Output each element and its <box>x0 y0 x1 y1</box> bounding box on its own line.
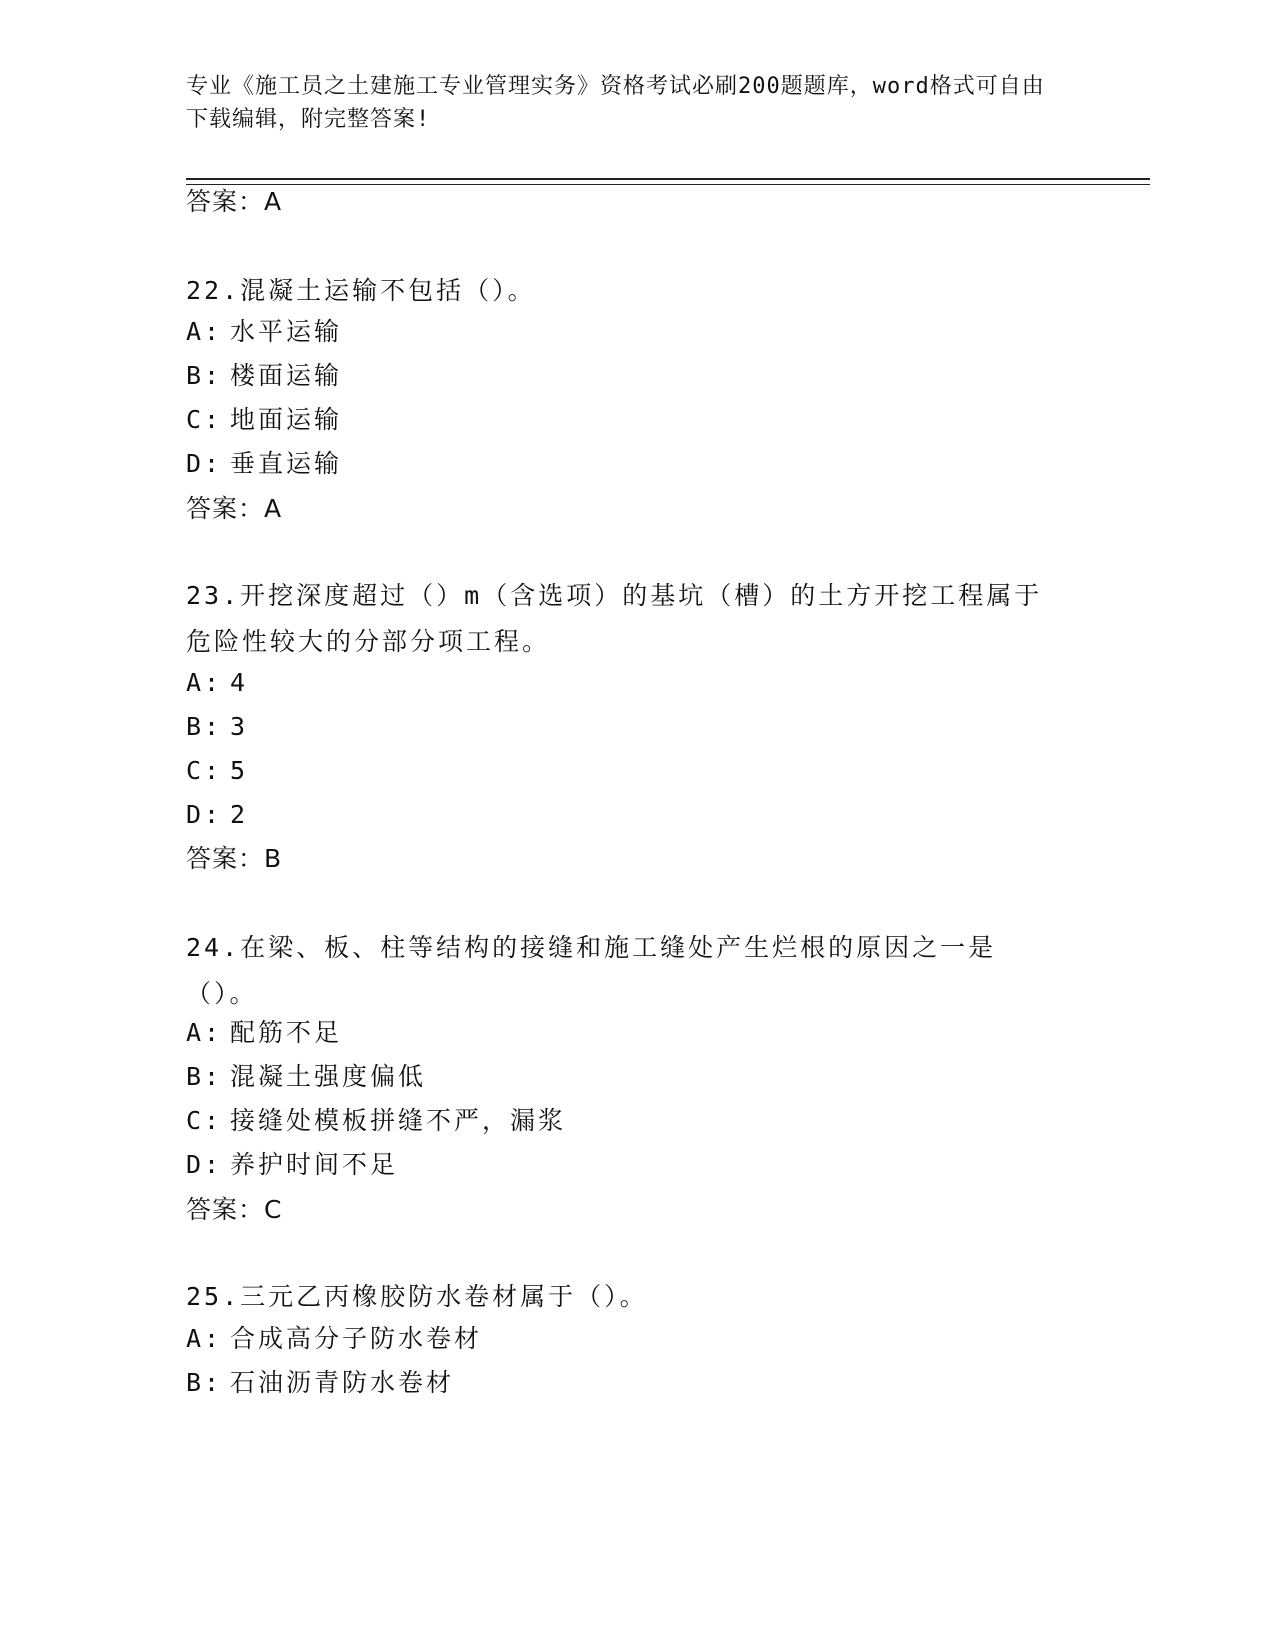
question-22-option-a <box>186 315 342 349</box>
option-text: 4 <box>230 668 249 697</box>
option-text: 3 <box>230 712 249 741</box>
question-24-option-b <box>186 1060 426 1094</box>
option-text: 合成高分子防水卷材 <box>230 1324 483 1353</box>
question-23-option-d <box>186 798 248 832</box>
option-text: 石油沥青防水卷材 <box>230 1368 455 1397</box>
option-text: 楼面运输 <box>230 361 343 390</box>
option-text: 2 <box>230 800 249 829</box>
answer-prefix: 答案： <box>186 1195 265 1224</box>
option-label: B: <box>186 1062 223 1091</box>
document-header: 专业《施工员之土建施工专业管理实务》资格考试必刷200题题库，word格式可自由下载编辑，附完整答案! <box>186 74 1045 132</box>
answer-line-24 <box>186 1193 282 1227</box>
option-text: 水平运输 <box>230 317 343 346</box>
option-label: D: <box>186 800 223 829</box>
option-label: B: <box>186 1368 223 1397</box>
option-text: 地面运输 <box>230 405 343 434</box>
question-22-stem: 22.混凝土运输不包括（）。 <box>186 276 536 305</box>
option-label: A: <box>186 668 223 697</box>
option-label: D: <box>186 1150 223 1179</box>
question-24-option-d <box>186 1148 398 1182</box>
option-label: C: <box>186 756 223 785</box>
question-24-option-c <box>186 1104 566 1138</box>
answer-line-22 <box>186 492 282 526</box>
question-24-stem: 24.在梁、板、柱等结构的接缝和施工缝处产生烂根的原因之一是（）。 <box>186 933 997 1008</box>
question-23-option-b <box>186 710 248 744</box>
question-22-option-c <box>186 403 342 437</box>
option-text: 接缝处模板拼缝不严，漏浆 <box>230 1106 567 1135</box>
option-text: 5 <box>230 756 249 785</box>
question-22-option-b <box>186 359 342 393</box>
question-25-option-a <box>186 1322 482 1356</box>
option-label: A: <box>186 317 223 346</box>
option-label: C: <box>186 405 223 434</box>
answer-line-23 <box>186 842 282 876</box>
option-text: 垂直运输 <box>230 449 343 478</box>
question-25-stem: 25.三元乙丙橡胶防水卷材属于（）。 <box>186 1282 648 1311</box>
option-label: A: <box>186 1324 223 1353</box>
answer-line-21 <box>186 185 282 219</box>
option-text: 混凝土强度偏低 <box>230 1062 427 1091</box>
answer-prefix: 答案： <box>186 187 265 216</box>
option-label: C: <box>186 1106 223 1135</box>
option-text: 养护时间不足 <box>230 1150 399 1179</box>
answer-value: A <box>264 494 283 523</box>
question-22-option-d <box>186 447 342 481</box>
answer-prefix: 答案： <box>186 844 265 873</box>
option-label: B: <box>186 361 223 390</box>
option-text: 配筋不足 <box>230 1018 343 1047</box>
option-label: A: <box>186 1018 223 1047</box>
question-25-option-b <box>186 1366 454 1400</box>
question-24-option-a <box>186 1016 342 1050</box>
question-23-option-c <box>186 754 248 788</box>
answer-value: A <box>264 187 283 216</box>
option-label: B: <box>186 712 223 741</box>
header-divider <box>186 178 1150 185</box>
question-23-option-a <box>186 666 248 700</box>
option-label: D: <box>186 449 223 478</box>
answer-value: C <box>264 1195 283 1224</box>
answer-prefix: 答案： <box>186 494 265 523</box>
question-23-stem: 23.开挖深度超过（）m（含选项）的基坑（槽）的土方开挖工程属于危险性较大的分部分项工程。 <box>186 581 1043 656</box>
answer-value: B <box>264 844 283 873</box>
